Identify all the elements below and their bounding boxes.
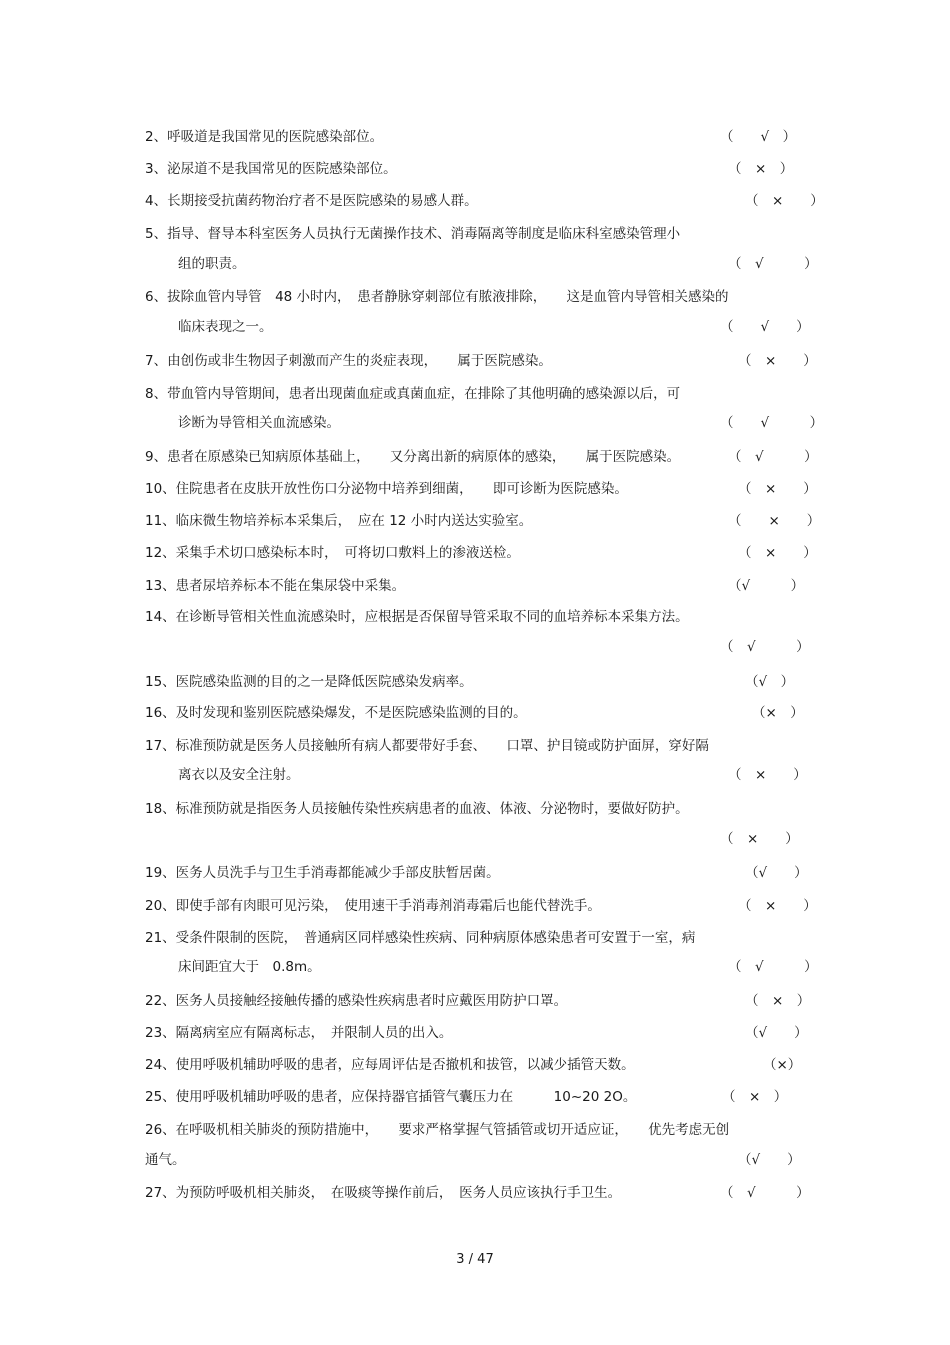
answer-16: （× ） [752,705,804,721]
question-26-cont: 通气。 [145,1152,186,1168]
answer-5: （ √ ） [728,256,818,272]
question-15: 15、医院感染监测的目的之一是降低医院感染发病率。 [145,674,473,690]
question-24: 24、使用呼吸机辅助呼吸的患者，应每周评估是否撤机和拔管，以减少插管天数。 [145,1057,635,1073]
question-23: 23、隔离病室应有隔离标志， 并限制人员的出入。 [145,1025,453,1041]
question-8-cont: 诊断为导管相关血流感染。 [178,415,340,431]
answer-10: （ × ） [738,481,817,497]
answer-2: （ √ ） [720,129,797,145]
question-16: 16、及时发现和鉴别医院感染爆发，不是医院感染监测的目的。 [145,705,527,721]
question-5: 5、指导、督导本科室医务人员执行无菌操作技术、消毒隔离等制度是临床科室感染管理小 [145,226,681,242]
question-11: 11、临床微生物培养标本采集后， 应在 12 小时内送达实验室。 [145,513,533,529]
question-13: 13、患者尿培养标本不能在集尿袋中采集。 [145,578,406,594]
answer-21: （ √ ） [728,959,818,975]
answer-6: （ √ ） [720,319,810,335]
question-19: 19、医务人员洗手与卫生手消毒都能减少手部皮肤暂居菌。 [145,865,500,881]
question-17-cont: 离衣以及安全注射。 [178,767,300,783]
answer-7: （ × ） [738,353,817,369]
answer-4: （ × ） [745,193,824,209]
answer-25: （ × ） [722,1089,788,1105]
question-17: 17、标准预防就是医务人员接触所有病人都要带好手套、 口罩、护目镜或防护面屏，穿好隔 [145,738,709,754]
question-9: 9、患者在原感染已知病原体基础上， 又分离出新的病原体的感染， 属于医院感染。 [145,449,681,465]
question-14: 14、在诊断导管相关性血流感染时，应根据是否保留导管采取不同的血培养标本采集方法。 [145,609,689,625]
question-6: 6、拔除血管内导管 48 小时内， 患者静脉穿刺部位有脓液排除， 这是血管内导管相关感染的 [145,289,729,305]
question-7: 7、由创伤或非生物因子刺激而产生的炎症表现， 属于医院感染。 [145,353,552,369]
question-26: 26、在呼吸机相关肺炎的预防措施中， 要求严格掌握气管插管或切开适应证， 优先考虑无创 [145,1122,730,1138]
question-27: 27、为预防呼吸机相关肺炎， 在吸痰等操作前后， 医务人员应该执行手卫生。 [145,1185,622,1201]
page-number: 3 / 47 [456,1252,494,1267]
answer-14: （ √ ） [720,639,810,655]
question-21-cont: 床间距宜大于 0.8m。 [178,959,321,975]
answer-9: （ √ ） [728,449,818,465]
answer-19: （√ ） [745,865,808,881]
question-22: 22、医务人员接触经接触传播的感染性疾病患者时应戴医用防护口罩。 [145,993,568,1009]
answer-18: （ × ） [720,831,799,847]
question-3: 3、泌尿道不是我国常见的医院感染部位。 [145,161,397,177]
question-25: 25、使用呼吸机辅助呼吸的患者，应保持器官插管气囊压力在 10~20 2O。 [145,1089,637,1105]
answer-23: （√ ） [745,1025,808,1041]
answer-15: （√ ） [745,674,795,690]
question-10: 10、住院患者在皮肤开放性伤口分泌物中培养到细菌， 即可诊断为医院感染。 [145,481,628,497]
answer-11: （ × ） [728,513,821,529]
question-6-cont: 临床表现之一。 [178,319,273,335]
answer-24: （×） [763,1057,802,1073]
answer-26: （√ ） [738,1152,801,1168]
question-2: 2、呼吸道是我国常见的医院感染部位。 [145,129,384,145]
answer-20: （ × ） [738,898,817,914]
answer-22: （ × ） [745,993,811,1009]
question-12: 12、采集手术切口感染标本时， 可将切口敷料上的渗液送检。 [145,545,520,561]
question-21: 21、受条件限制的医院， 普通病区同样感染性疾病、同种病原体感染患者可安置于一室，病 [145,930,696,946]
answer-13: （√ ） [728,578,805,594]
answer-27: （ √ ） [720,1185,810,1201]
question-5-cont: 组的职责。 [178,256,246,272]
question-20: 20、即使手部有肉眼可见污染， 使用速干手消毒剂消毒霜后也能代替洗手。 [145,898,601,914]
question-4: 4、长期接受抗菌药物治疗者不是医院感染的易感人群。 [145,193,478,209]
question-18: 18、标准预防就是指医务人员接触传染性疾病患者的血液、体液、分泌物时，要做好防护。 [145,801,689,817]
answer-8: （ √ ） [720,415,824,431]
answer-3: （ × ） [728,161,794,177]
answer-12: （ × ） [738,545,817,561]
answer-17: （ × ） [728,767,807,783]
question-8: 8、带血管内导管期间，患者出现菌血症或真菌血症，在排除了其他明确的感染源以后，可 [145,386,681,402]
